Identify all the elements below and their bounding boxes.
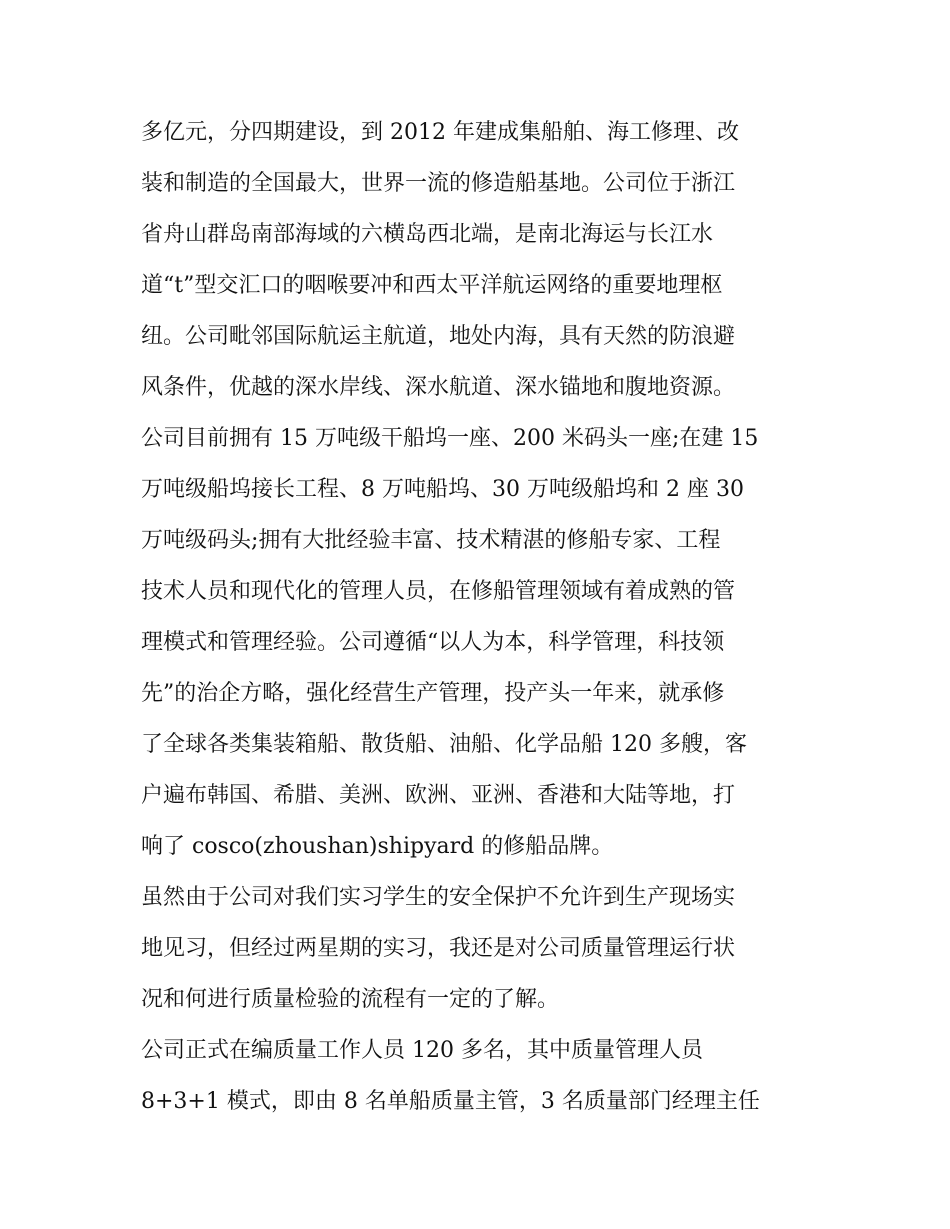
text-line: 多亿元，分四期建设，到 2012 年建成集船舶、海工修理、改 bbox=[141, 120, 739, 145]
text-line: 公司正式在编质量工作人员 120 多名，其中质量管理人员 bbox=[141, 1038, 703, 1063]
text-line: 户遍布韩国、希腊、美洲、欧洲、亚洲、香港和大陆等地，打 bbox=[141, 783, 736, 808]
text-line: 万吨级码头;拥有大批经验丰富、技术精湛的修船专家、工程 bbox=[141, 528, 721, 553]
text-line: 先”的治企方略，强化经营生产管理，投产头一年来，就承修 bbox=[141, 681, 725, 706]
text-line: 万吨级船坞接长工程、8 万吨船坞、30 万吨级船坞和 2 座 30 bbox=[141, 477, 744, 502]
text-line: 了全球各类集装箱船、散货船、油船、化学品船 120 多艘，客 bbox=[141, 732, 747, 757]
text-line: 道“t”型交汇口的咽喉要冲和西太平洋航运网络的重要地理枢 bbox=[141, 273, 723, 298]
body-text bbox=[141, 107, 821, 1127]
text-line: 技术人员和现代化的管理人员，在修船管理领域有着成熟的管 bbox=[141, 579, 736, 604]
text-line: 风条件，优越的深水岸线、深水航道、深水锚地和腹地资源。 bbox=[141, 375, 736, 400]
text-line: 地见习，但经过两星期的实习，我还是对公司质量管理运行状 bbox=[141, 936, 736, 961]
text-line: 公司目前拥有 15 万吨级干船坞一座、200 米码头一座;在建 15 bbox=[141, 426, 759, 451]
text-line: 虽然由于公司对我们实习学生的安全保护不允许到生产现场实 bbox=[141, 885, 736, 910]
text-line: 8+3+1 模式，即由 8 名单船质量主管，3 名质量部门经理主任 bbox=[141, 1089, 760, 1114]
text-line: 理模式和管理经验。公司遵循“以人为本，科学管理，科技领 bbox=[141, 630, 725, 655]
text-line: 况和何进行质量检验的流程有一定的了解。 bbox=[141, 987, 560, 1012]
text-line: 省舟山群岛南部海域的六横岛西北端，是南北海运与长江水 bbox=[141, 222, 714, 247]
text-line: 装和制造的全国最大，世界一流的修造船基地。公司位于浙江 bbox=[141, 171, 736, 196]
text-line: 响了 cosco(zhoushan)shipyard 的修船品牌。 bbox=[141, 834, 614, 859]
text-line: 纽。公司毗邻国际航运主航道，地处内海，具有天然的防浪避 bbox=[141, 324, 736, 349]
